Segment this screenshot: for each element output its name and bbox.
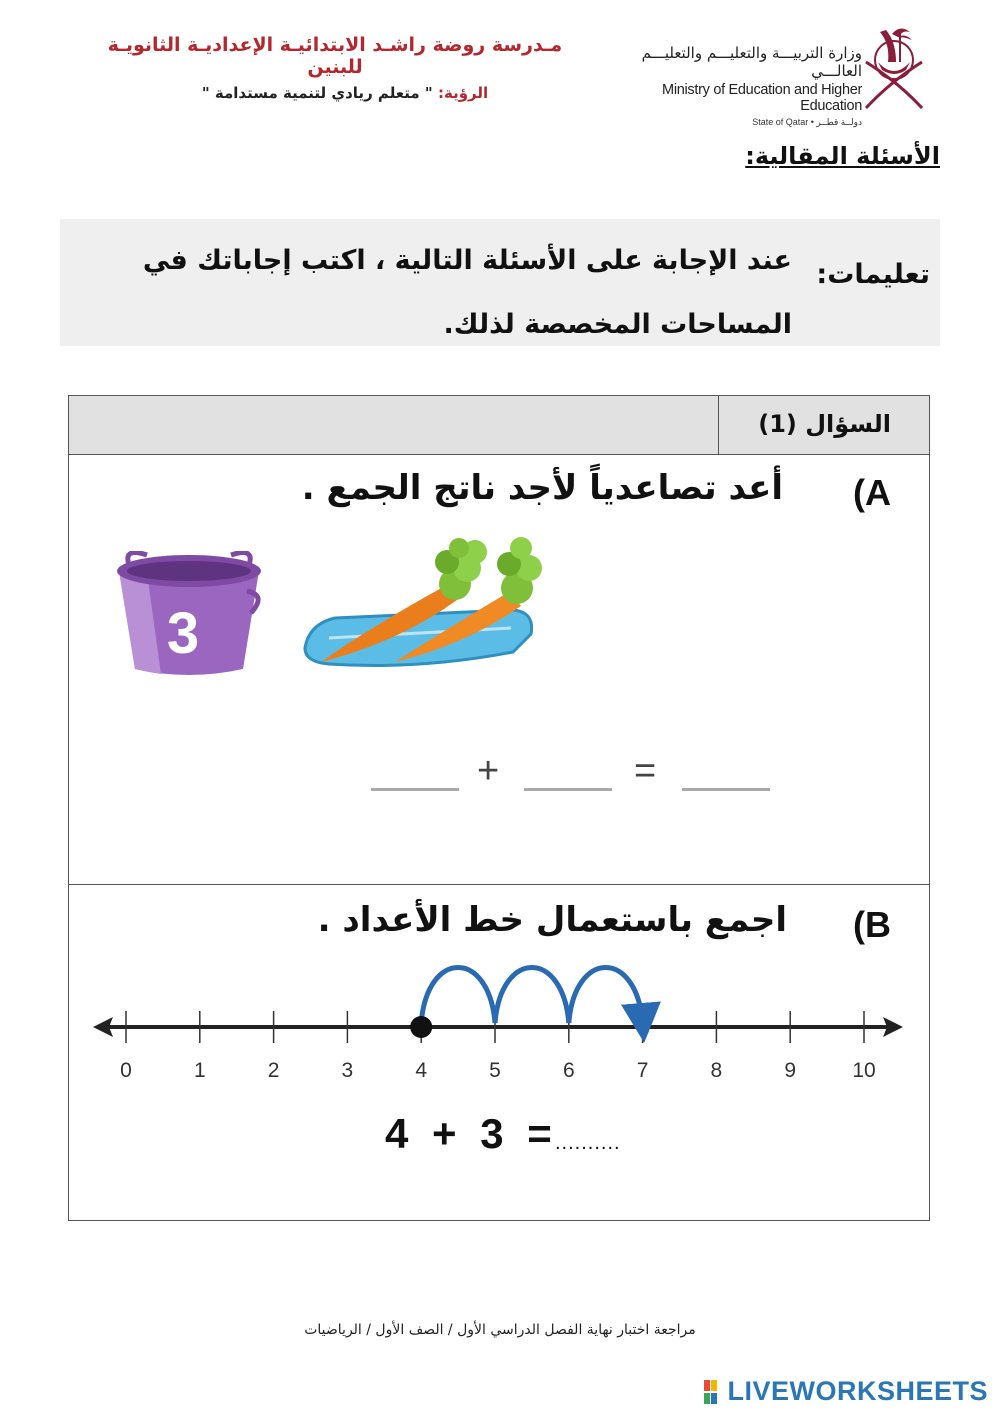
answer-blank-1[interactable] <box>371 788 459 791</box>
equals-sign: = <box>634 750 657 792</box>
jump-arc <box>495 968 569 1024</box>
tick-label: 1 <box>193 1059 206 1082</box>
qatar-emblem-icon <box>860 22 928 114</box>
school-name: مـدرسة روضة راشـد الابتدائيـة الإعداديـة الثانويـة للبنين <box>107 34 563 78</box>
ministry-logo-text <box>612 44 862 128</box>
part-b-instruction: اجمع باستعمال خط الأعداد . <box>317 900 787 940</box>
answer-blank-2[interactable] <box>524 788 612 791</box>
bucket-number: 3 <box>166 601 200 666</box>
answer-blank-result[interactable] <box>682 788 770 791</box>
part-divider <box>69 884 929 885</box>
tick-label: 8 <box>710 1059 723 1082</box>
tick-label: 7 <box>636 1059 649 1082</box>
liveworksheets-brand: LIVEWORKSHEETS <box>727 1376 988 1406</box>
jump-arc <box>569 968 643 1024</box>
number-line <box>69 956 929 1096</box>
tick-label: 6 <box>562 1059 575 1082</box>
plus-sign: + <box>477 750 500 792</box>
essay-questions-title: الأسئلة المقالية: <box>745 142 940 170</box>
state-of-qatar: State of Qatar • دولــة قطــر <box>752 117 862 127</box>
tick-label: 9 <box>784 1059 797 1082</box>
part-a-instruction: أعد تصاعدياً لأجد ناتج الجمع . <box>301 468 783 508</box>
instructions-box <box>60 219 940 346</box>
question-header-row <box>69 396 929 455</box>
ministry-name-arabic: وزارة التربيـــة والتعليـــم والتعليـــم العالـــي <box>641 44 862 80</box>
part-b-letter: (B <box>853 904 891 945</box>
school-vision <box>180 84 510 102</box>
footer-text: مراجعة اختبار نهاية الفصل الدراسي الأول / الصف الأول / الرياضيات <box>304 1322 696 1338</box>
question-number: السؤال (1) <box>718 396 929 454</box>
tick-label: 3 <box>341 1059 354 1082</box>
carrots-on-tray-image <box>299 534 543 674</box>
vision-text: " متعلم ريادي لتنمية مستدامة " <box>201 84 433 102</box>
bucket-image <box>107 551 271 677</box>
tick-label: 2 <box>267 1059 280 1082</box>
instructions-label: تعليمات: <box>816 259 930 290</box>
ministry-name-english: Ministry of Education and Higher Education <box>662 82 862 114</box>
start-point <box>410 1016 432 1038</box>
instructions-text: عند الإجابة على الأسئلة التالية ، اكتب إجاباتك في المساحات المخصصة لذلك. <box>142 245 792 340</box>
tick-label: 10 <box>852 1059 876 1082</box>
question-table <box>68 395 930 1221</box>
jump-arc <box>421 968 495 1024</box>
liveworksheets-logo-icon <box>704 1380 730 1404</box>
tick-label: 5 <box>489 1059 501 1082</box>
tick-label: 4 <box>415 1059 428 1082</box>
vision-label: الرؤية: <box>437 84 489 102</box>
answer-dots[interactable]: .......... <box>555 1132 621 1154</box>
addition-equation: 4 + 3 = <box>385 1110 558 1157</box>
part-a-letter: (A <box>853 472 891 513</box>
tick-label: 0 <box>120 1059 132 1082</box>
